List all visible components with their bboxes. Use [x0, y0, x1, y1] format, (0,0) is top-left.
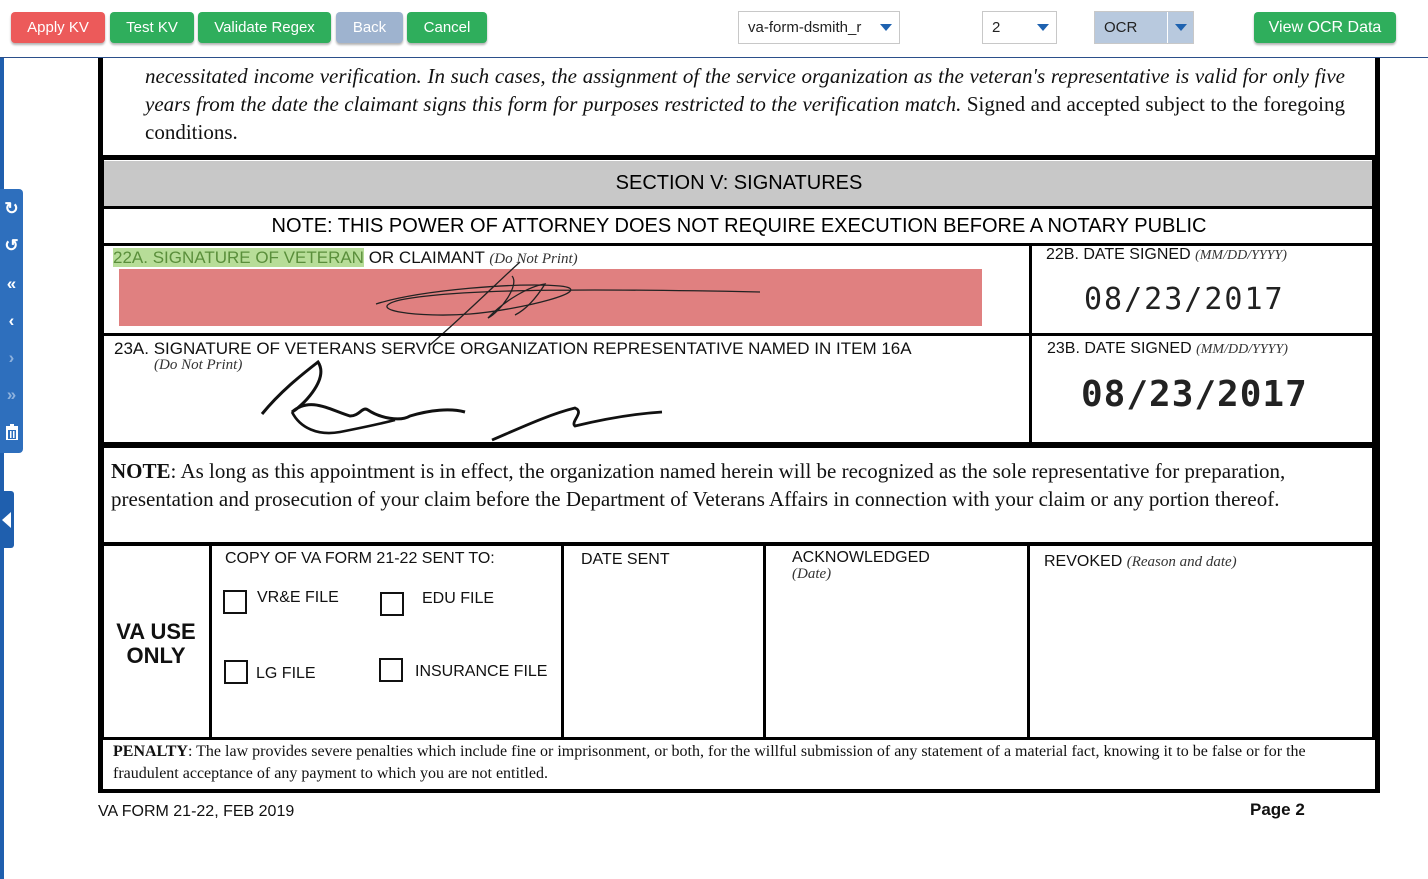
form-footer: VA FORM 21-22, FEB 2019 — [98, 803, 295, 820]
lg-file-checkbox[interactable] — [224, 660, 248, 684]
penalty-bold: PENALTY — [113, 743, 188, 760]
intro-plain-text: Signed and accepted subject to the foregoing conditions. — [145, 92, 1345, 144]
date23b-label-text: 23B. DATE SIGNED — [1047, 340, 1192, 357]
test-kv-button[interactable]: Test KV — [110, 12, 194, 43]
lg-file-label: LG FILE — [256, 665, 316, 682]
left-icon[interactable]: ‹ — [8, 311, 15, 330]
insurance-file-checkbox[interactable] — [379, 658, 403, 682]
acknowledged-sub: (Date) — [792, 566, 832, 582]
divider — [1372, 446, 1375, 546]
notary-note: NOTE: THIS POWER OF ATTORNEY DOES NOT REQUIRE EXECUTION BEFORE A NOTARY PUBLIC — [271, 215, 1207, 237]
note-text: : As long as this appointment is in effect, the organization named herein will be recognized as the sole representative for preparation, presentation and prosecution of your claim before the Department of Veterans Affairs in connection with your claim or any portion thereof. — [111, 459, 1286, 511]
divider — [101, 542, 1375, 546]
section-title: SECTION V: SIGNATURES — [104, 161, 1374, 207]
date-format-note: (MM/DD/YYYY) — [1196, 342, 1288, 357]
acknowledged-label: ACKNOWLEDGED — [792, 549, 930, 566]
revoked-label-text: REVOKED — [1044, 553, 1123, 570]
penalty-text: : The law provides severe penalties which include fine or imprisonment, or both, for the willful submission of any statement of a material fact, knowing it to be false or for the fraudulent acceptance of any payment to which you are not entitled. — [113, 743, 1306, 782]
date-format-note: (MM/DD/YYYY) — [1195, 248, 1287, 263]
insurance-file-label: INSURANCE FILE — [415, 663, 548, 680]
date23b-value: 08/23/2017 — [1081, 374, 1308, 415]
va-use-only-label — [104, 620, 208, 668]
double-right-icon[interactable]: » — [6, 385, 17, 404]
cancel-button[interactable]: Cancel — [407, 12, 487, 43]
divider — [561, 544, 564, 740]
divider — [763, 544, 766, 740]
penalty-paragraph — [113, 741, 1358, 785]
vre-file-checkbox[interactable] — [223, 590, 247, 614]
date22b-label-text: 22B. DATE SIGNED — [1046, 246, 1191, 263]
right-icon[interactable]: › — [8, 348, 15, 367]
view-ocr-data-button[interactable]: View OCR Data — [1254, 12, 1396, 43]
vre-file-label: VR&E FILE — [257, 589, 339, 606]
divider — [101, 446, 104, 546]
do-not-print-note: (Do Not Print) — [154, 357, 243, 373]
divider — [1027, 544, 1030, 740]
page-select-value: 2 — [992, 19, 1001, 36]
double-left-icon[interactable]: « — [6, 274, 17, 293]
divider — [103, 333, 1375, 336]
divider — [1372, 544, 1375, 740]
date22b-value: 08/23/2017 — [1084, 282, 1285, 317]
edu-file-label: EDU FILE — [422, 590, 495, 607]
date22b-label — [1046, 246, 1287, 264]
copy-sent-to-label: COPY OF VA FORM 21-22 SENT TO: — [225, 550, 495, 567]
note-bold: NOTE — [111, 459, 171, 483]
intro-italic-text: necessitated income verification. In such cases, the assignment of the service organization as the veteran's representative is valid for only five years from the date the claimant signs this form for purposes restricted to the verification match. — [145, 64, 1345, 116]
redo-icon[interactable]: ↻ — [4, 199, 19, 218]
validate-regex-button[interactable]: Validate Regex — [198, 12, 331, 43]
sig22a-highlight[interactable]: 22A. SIGNATURE OF VETERAN — [113, 248, 364, 267]
sig23a-label: 23A. SIGNATURE OF VETERANS SERVICE ORGANIZATION REPRESENTATIVE NAMED IN ITEM 16A — [114, 339, 912, 358]
edu-file-checkbox[interactable] — [380, 592, 404, 616]
do-not-print-note: (Do Not Print) — [489, 251, 578, 267]
back-button[interactable]: Back — [336, 12, 403, 43]
note-paragraph — [111, 457, 1361, 513]
va-use-line2: ONLY — [126, 643, 186, 668]
date-sent-label: DATE SENT — [581, 551, 670, 568]
sig22a-rest: OR CLAIMANT — [368, 248, 485, 267]
revoked-label — [1044, 553, 1237, 571]
date23b-label — [1047, 340, 1288, 358]
form-select-value: va-form-dsmith_r — [748, 19, 862, 36]
undo-icon[interactable]: ↺ — [4, 236, 19, 255]
va-use-line1: VA USE — [116, 619, 196, 644]
divider — [101, 737, 1375, 740]
divider — [1029, 244, 1032, 444]
divider — [209, 544, 212, 740]
page-number: Page 2 — [1250, 800, 1305, 819]
revoked-sub: (Reason and date) — [1126, 554, 1237, 570]
apply-kv-button[interactable]: Apply KV — [11, 12, 105, 43]
divider — [101, 442, 1375, 448]
mode-select-value: OCR — [1104, 19, 1138, 36]
